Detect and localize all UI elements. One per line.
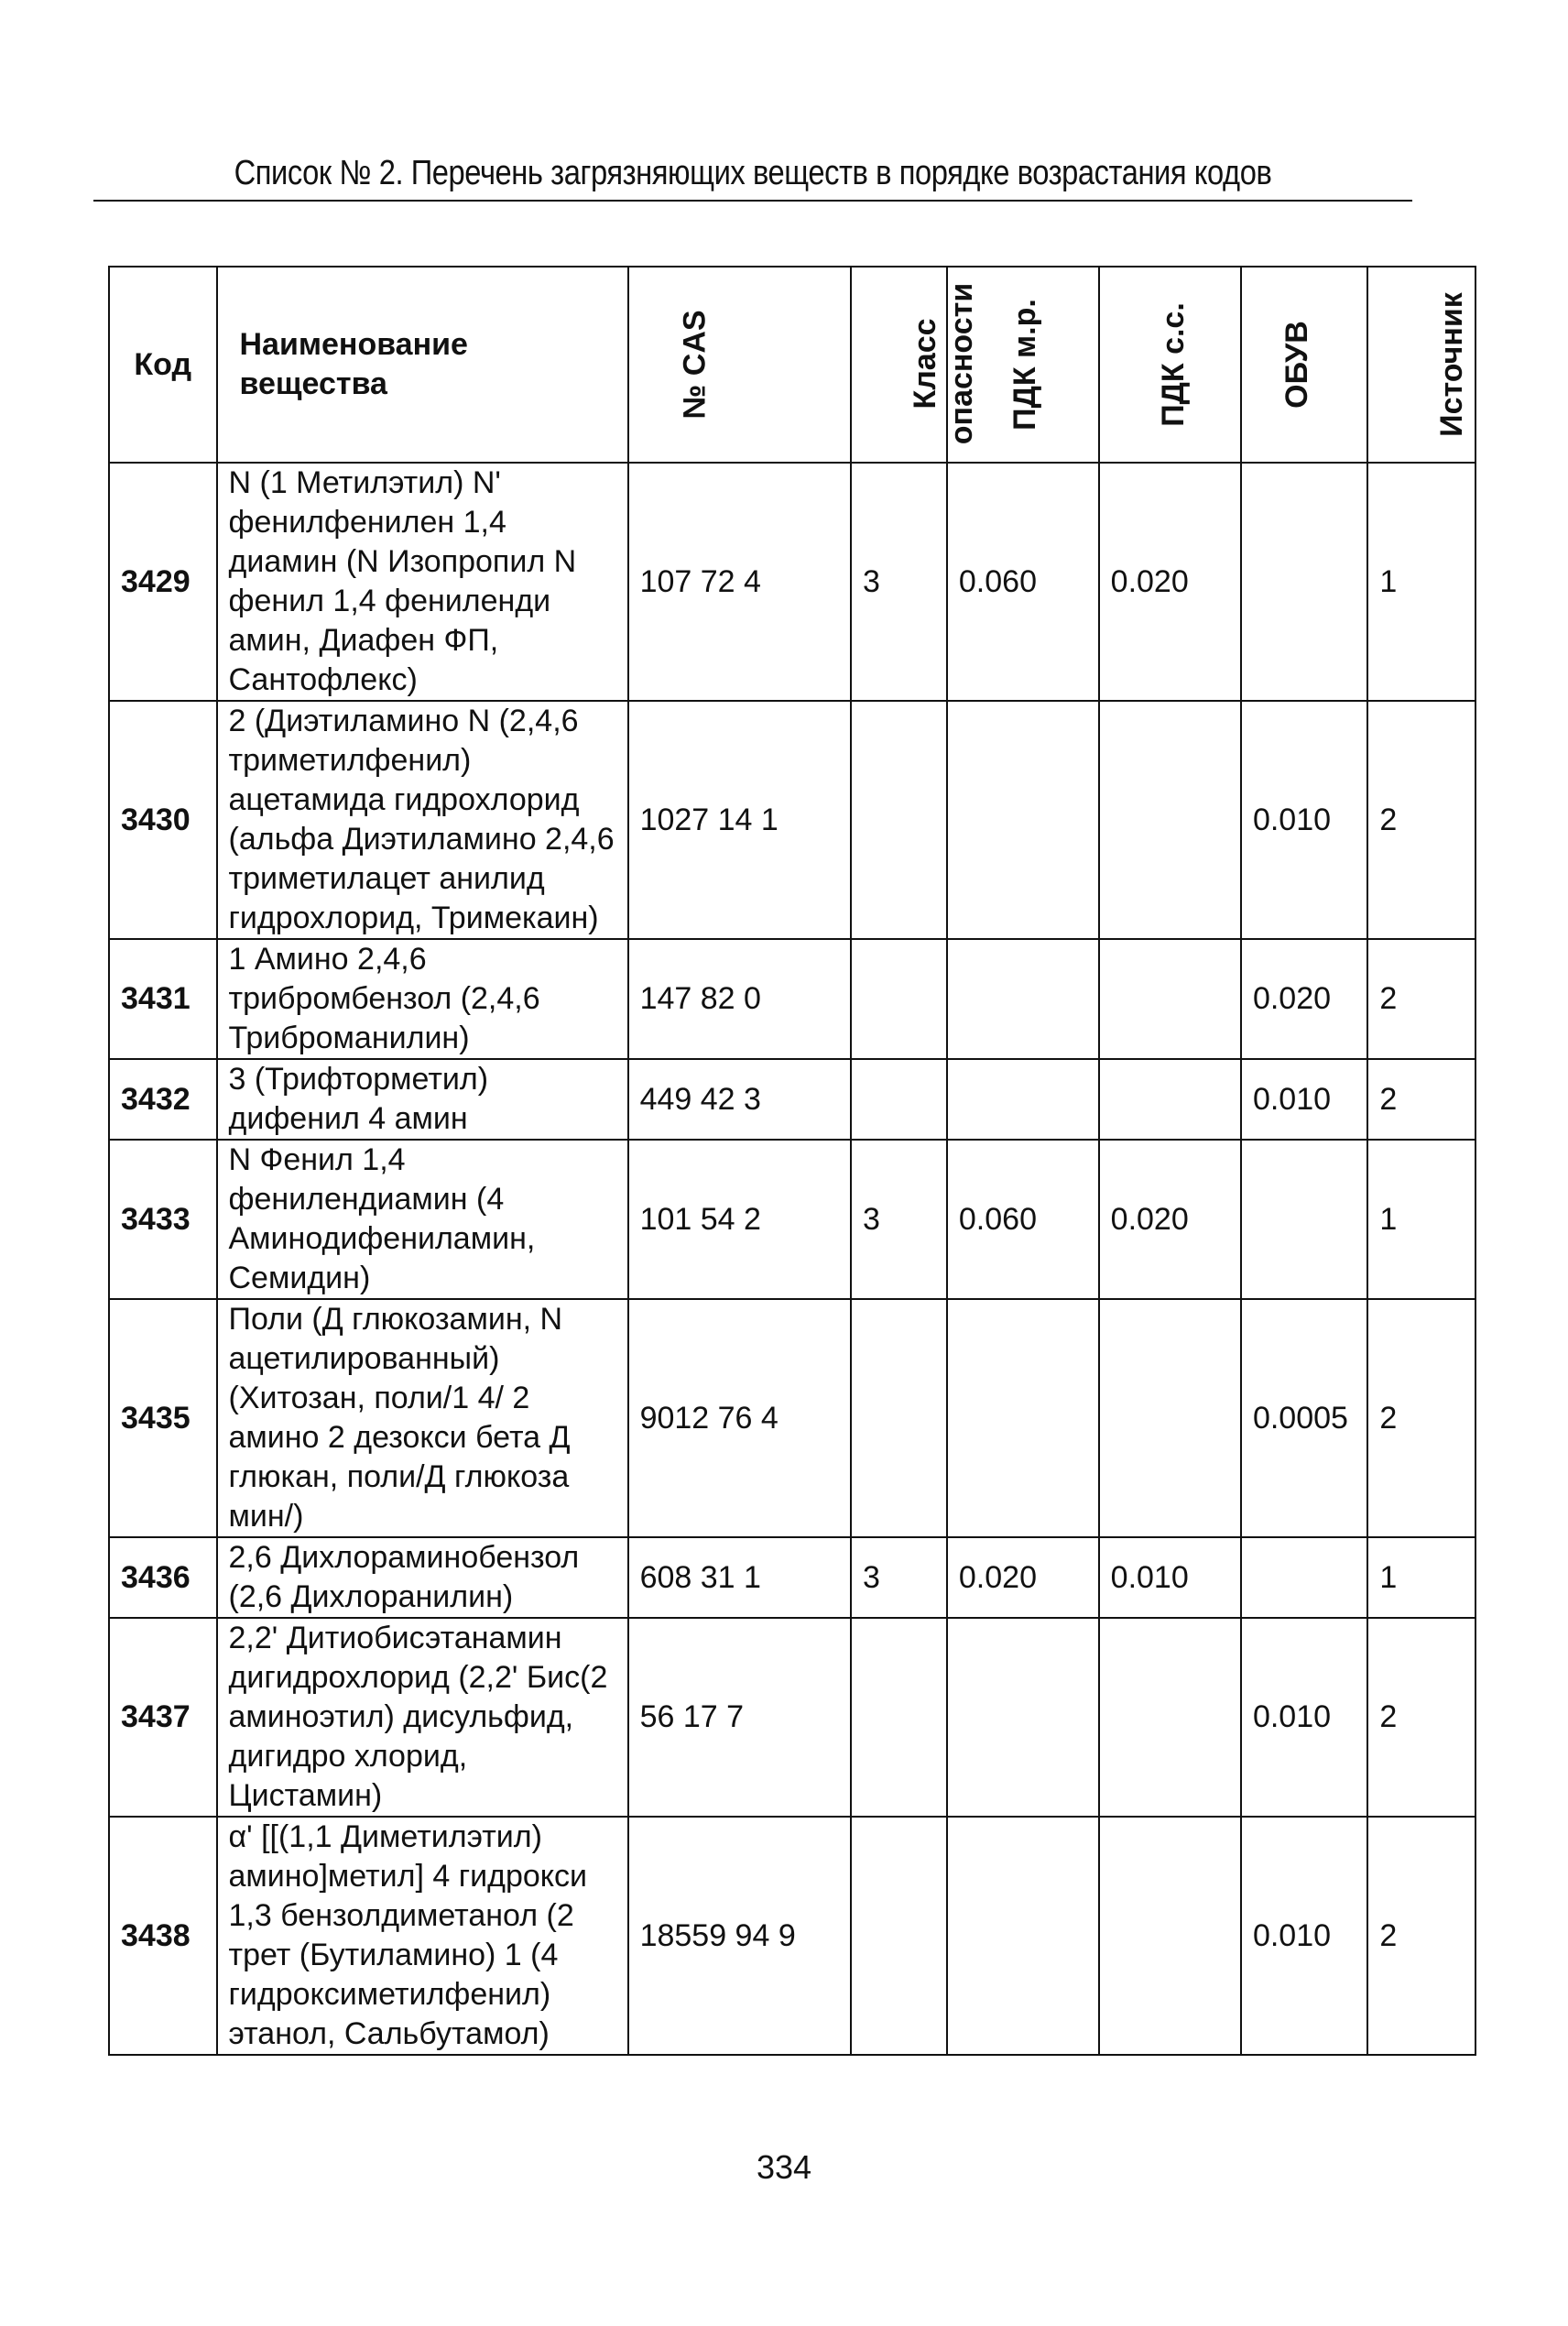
cell-pdk-ss (1099, 939, 1241, 1059)
cell-pdk-mr: 0.020 (947, 1537, 1099, 1618)
cell-obuv (1241, 463, 1367, 701)
table-row (109, 701, 1475, 939)
cell-name: N (1 Метилэтил) N' фенилфенилен 1,4 диамин (N Изопропил N фенил 1,4 фениленди амин, Диафен ФП, Сантофлекс) (217, 463, 628, 701)
header-pdk-mr: ПДК м.р. (947, 267, 1099, 463)
cell-cas: 101 54 2 (628, 1140, 851, 1299)
cell-hazard-class: 3 (851, 463, 947, 701)
header-code: Код (109, 267, 217, 463)
cell-pdk-ss: 0.010 (1099, 1537, 1241, 1618)
cell-hazard-class: 3 (851, 1140, 947, 1299)
cell-pdk-mr (947, 1618, 1099, 1817)
cell-source: 2 (1367, 701, 1475, 939)
cell-code: 3433 (109, 1140, 217, 1299)
cell-code: 3438 (109, 1817, 217, 2055)
cell-source: 2 (1367, 1618, 1475, 1817)
cell-hazard-class (851, 701, 947, 939)
cell-obuv: 0.010 (1241, 701, 1367, 939)
header-name: Наименование вещества (217, 267, 628, 463)
cell-pdk-mr: 0.060 (947, 1140, 1099, 1299)
table-row (109, 1817, 1475, 2055)
cell-name: 1 Амино 2,4,6 трибромбензол (2,4,6 Триброманилин) (217, 939, 628, 1059)
cell-pdk-ss (1099, 1059, 1241, 1140)
cell-pdk-mr (947, 1817, 1099, 2055)
cell-source: 2 (1367, 1817, 1475, 2055)
cell-pdk-mr (947, 939, 1099, 1059)
page-number: 334 (756, 2148, 812, 2186)
substances-table (108, 266, 1476, 2056)
cell-code: 3436 (109, 1537, 217, 1618)
page-title: Список № 2. Перечень загрязняющих веществ в порядке возрастания кодов (234, 154, 1272, 192)
cell-obuv: 0.020 (1241, 939, 1367, 1059)
cell-pdk-mr (947, 1299, 1099, 1537)
cell-obuv: 0.010 (1241, 1059, 1367, 1140)
cell-name: N Фенил 1,4 фенилендиамин (4 Аминодифениламин, Семидин) (217, 1140, 628, 1299)
cell-cas: 147 82 0 (628, 939, 851, 1059)
cell-obuv: 0.010 (1241, 1618, 1367, 1817)
cell-hazard-class (851, 939, 947, 1059)
cell-source: 2 (1367, 939, 1475, 1059)
header-hazard-class: Класс опасности (851, 267, 947, 463)
cell-cas: 9012 76 4 (628, 1299, 851, 1537)
header-cas: № CAS (628, 267, 851, 463)
cell-hazard-class (851, 1618, 947, 1817)
cell-cas: 608 31 1 (628, 1537, 851, 1618)
title-underline (93, 200, 1412, 202)
cell-name: α' [[(1,1 Диметилэтил) амино]метил] 4 гидрокси 1,3 бензолдиметанол (2 трет (Бутиламино) 1 (4 гидроксиметилфенил) этанол, Сальбутамол) (217, 1817, 628, 2055)
cell-name: 2,6 Дихлораминобензол (2,6 Дихлоранилин) (217, 1537, 628, 1618)
cell-cas: 107 72 4 (628, 463, 851, 701)
cell-cas: 1027 14 1 (628, 701, 851, 939)
cell-cas: 18559 94 9 (628, 1817, 851, 2055)
cell-code: 3429 (109, 463, 217, 701)
cell-pdk-mr (947, 1059, 1099, 1140)
cell-code: 3430 (109, 701, 217, 939)
cell-source: 1 (1367, 1140, 1475, 1299)
cell-hazard-class (851, 1299, 947, 1537)
cell-pdk-ss (1099, 1817, 1241, 2055)
header-pdk-ss: ПДК с.с. (1099, 267, 1241, 463)
table-row (109, 463, 1475, 701)
cell-cas: 449 42 3 (628, 1059, 851, 1140)
cell-code: 3431 (109, 939, 217, 1059)
cell-pdk-mr (947, 701, 1099, 939)
cell-cas: 56 17 7 (628, 1618, 851, 1817)
cell-pdk-ss: 0.020 (1099, 463, 1241, 701)
cell-pdk-ss: 0.020 (1099, 1140, 1241, 1299)
cell-obuv (1241, 1537, 1367, 1618)
cell-source: 1 (1367, 1537, 1475, 1618)
cell-name: 2,2' Дитиобисэтанамин дигидрохлорид (2,2' Бис(2 аминоэтил) дисульфид, дигидро хлорид, Цистамин) (217, 1618, 628, 1817)
cell-source: 2 (1367, 1299, 1475, 1537)
cell-pdk-ss (1099, 1299, 1241, 1537)
table-row (109, 1059, 1475, 1140)
cell-hazard-class (851, 1059, 947, 1140)
cell-pdk-ss (1099, 1618, 1241, 1817)
table-row (109, 1618, 1475, 1817)
cell-pdk-mr: 0.060 (947, 463, 1099, 701)
header-obuv: ОБУВ (1241, 267, 1367, 463)
cell-code: 3437 (109, 1618, 217, 1817)
cell-name: Поли (Д глюкозамин, N ацетилированный) (Хитозан, поли/1 4/ 2 амино 2 дезокси бета Д глюкан, поли/Д глюкоза мин/) (217, 1299, 628, 1537)
header-source: Источник (1367, 267, 1475, 463)
table-row (109, 1140, 1475, 1299)
cell-hazard-class: 3 (851, 1537, 947, 1618)
cell-hazard-class (851, 1817, 947, 2055)
table-row (109, 1537, 1475, 1618)
cell-obuv: 0.010 (1241, 1817, 1367, 2055)
cell-name: 2 (Диэтиламино N (2,4,6 триметилфенил) ацетамида гидрохлорид (альфа Диэтиламино 2,4,6 триметилацет анилид гидрохлорид, Тримекаин) (217, 701, 628, 939)
table-header-row (109, 267, 1475, 463)
table-row (109, 939, 1475, 1059)
cell-code: 3432 (109, 1059, 217, 1140)
cell-source: 1 (1367, 463, 1475, 701)
cell-name: 3 (Трифторметил) дифенил 4 амин (217, 1059, 628, 1140)
table-row (109, 1299, 1475, 1537)
cell-obuv: 0.0005 (1241, 1299, 1367, 1537)
cell-source: 2 (1367, 1059, 1475, 1140)
cell-obuv (1241, 1140, 1367, 1299)
cell-code: 3435 (109, 1299, 217, 1537)
cell-pdk-ss (1099, 701, 1241, 939)
